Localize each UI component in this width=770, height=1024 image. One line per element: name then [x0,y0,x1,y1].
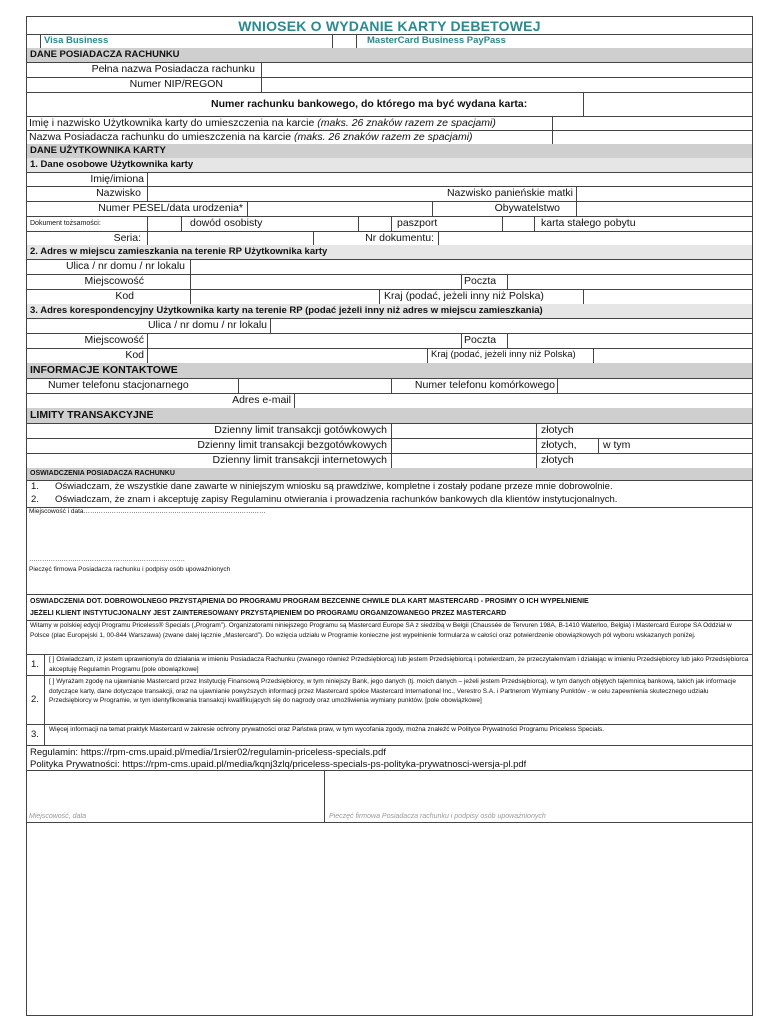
id-doc-row [27,216,752,232]
country-field[interactable] [584,289,752,304]
mobile-label: Numer telefonu komórkowego [392,378,558,393]
city-row [27,274,752,290]
statement-place-date[interactable]: Miejscowość i data………………………………………………………………………… [29,508,266,515]
cashless-limit-field[interactable] [392,438,537,453]
id-card-label: dowód osobisty [190,217,263,229]
last-name-row [27,186,752,202]
mastercard-option-label: MasterCard Business PayPass [367,35,506,46]
post-field[interactable] [508,274,752,289]
card-user-name-row [27,116,752,131]
card-user-name-field[interactable] [553,116,752,130]
residence-card-checkbox[interactable] [503,216,535,231]
full-name-label: Pełna nazwa Posiadacza rachunku [27,62,262,77]
street2-row [27,318,752,334]
contact-header [27,363,752,379]
cashless-limit-row [27,438,752,454]
landline-label: Numer telefonu stacjonarnego [27,378,239,393]
street2-field[interactable] [271,318,752,333]
section3-row [27,304,752,319]
privacy-link[interactable]: Polityka Prywatności: https://rpm-cms.upaid.pl/media/kqnj3zlq/priceless-specials-ps-polityka-prywatnosci-wersja-pl.pdf [30,759,527,770]
nip-label: Numer NIP/REGON [27,77,262,92]
full-name-field[interactable] [262,62,752,77]
internet-limit-label: Dzienny limit transakcji internetowych [27,453,392,468]
code2-row [27,348,752,364]
priceless-point2-number: 2. [27,675,45,724]
doc-number-label: Nr dokumentu: [314,231,439,245]
country-label: Kraj (podać, jeżeli inny niż Polska) [380,289,584,304]
priceless-header1: OŚWIADCZENIA DOT. DOBROWOLNEGO PRZYSTĄPIENIA DO PROGRAMU PROGRAM BEZCENNE CHWILE DLA KART MASTERCARD - PROSIMY O ICH WYPEŁNIENIE [30,598,589,605]
account-number-label: Numer rachunku bankowego, do którego ma być wydana karta: [211,98,528,110]
internet-limit-unit: złotych [541,454,574,466]
city2-field[interactable] [148,333,462,348]
pesel-field[interactable] [248,201,433,216]
mobile-field[interactable] [558,378,752,393]
statement1-text: Oświadczam, że wszystkie dane zawarte w niniejszym wniosku są prawdziwe, kompletne i zostały podane przeze mnie dobrowolnie. [55,481,613,492]
series-field[interactable] [148,231,314,245]
full-name-row [27,62,752,78]
priceless-point1-number: 1. [27,654,45,675]
pesel-label: Numer PESEL/data urodzenia* [27,201,248,216]
title-row [27,17,752,35]
id-doc-label: Dokument tożsamości: [27,216,148,231]
priceless-point2-row [27,675,752,725]
statement-signature-area [27,507,752,579]
card-holder-name-row [27,130,752,145]
city2-label: Miejscowość [27,333,148,348]
statement1-row [27,480,752,493]
code2-field[interactable] [148,348,428,363]
maiden-name-label: Nazwisko panieńskie matki [407,186,577,201]
street-row [27,259,752,275]
priceless-header2-row [27,606,752,621]
maiden-name-field[interactable] [577,186,752,201]
email-label: Adres e-mail [27,393,295,408]
priceless-intro: Witamy w polskiej edycji Programu Priceless® Specials („Program”). Organizatorami niniejszego Programu są Mastercard Europe SA z siedzibą w Belgii (Chaussée de Tervuren 198A, B-1410 Waterloo, Belgia) i Mastercard Europe SA Oddział w Polsce (plac Europejski 1, 00-844 Warszawa) (zwane dalej łącznie „Mastercard”). Do wzięcia udziału w Programie konieczne jest wypełnienie formularza w całości oraz potwierdzenie obowiązkowych pól wyboru wskazanych poniżej. [30,622,732,639]
statement-sign-caption: Pieczęć firmowa Posiadacza rachunku i podpisy osób upoważnionych [29,566,231,573]
pesel-row [27,201,752,217]
code-label: Kod [27,289,191,304]
limits-header [27,408,752,424]
card-user-name-label [27,116,553,130]
priceless-signature-area [27,770,752,823]
country2-field[interactable] [594,348,752,363]
code2-label: Kod [27,348,148,363]
card-holder-name-label [27,130,553,144]
last-name-label: Nazwisko [27,186,148,201]
street2-label: Ulica / nr domu / nr lokalu [27,318,271,333]
code-field[interactable] [191,289,380,304]
country2-label: Kraj (podać, jeżeli inny niż Polska) [428,348,594,363]
priceless-point1-text[interactable]: [ ] Oświadczam, iż jestem uprawniony/a do działania w imieniu Posiadacza Rachunku (zwanego również Przedsiębiorcą) lub jestem Przedsiębiorcą i potwierdzam, że przeczytałem/am i działając w imieniu Przedsiębiorcy lub jako Przedsiębiorca akceptuję Regulamin Programu [pole obowiązkowe] [49,656,749,673]
post2-field[interactable] [508,333,752,348]
priceless-point3-text: Więcej informacji na temat praktyk Mastercard w zakresie ochrony prywatności oraz Państwa praw, w tym wycofania zgody, można znaleźć w Polityce Prywatności Programu Priceless Specials. [49,726,605,733]
priceless-point3-row [27,724,752,746]
street-label: Ulica / nr domu / nr lokalu [27,259,191,274]
post-label: Poczta [462,274,508,289]
cashless-limit-label: Dzienny limit transakcji bezgotówkowych [27,438,392,453]
section3-heading: 3. Adres korespondencyjny Użytkownika karty na terenie RP (podać jeżeli inny niż adres w miejscu zamieszkania) [30,305,543,316]
residence-card-label: karta stałego pobytu [541,217,636,229]
citizenship-label: Obywatelstwo [433,201,577,216]
passport-label: paszport [397,216,503,231]
statements-heading: OŚWIADCZENIA POSIADACZA RACHUNKU [30,470,175,477]
nip-field[interactable] [262,77,752,92]
nip-row [27,77,752,93]
card-holder-name-field[interactable] [553,130,752,144]
section1-row [27,158,752,173]
statement1-number: 1. [31,481,39,492]
internet-limit-row [27,453,752,469]
contact-heading: INFORMACJE KONTAKTOWE [30,364,178,376]
visa-option-label: Visa Business [41,34,333,48]
card-choice-row [27,34,752,49]
priceless-place-date-caption: Miejscowość, data [29,813,87,820]
card-user-name-hint: (maks. 26 znaków razem ze spacjami) [317,117,496,129]
visa-checkbox[interactable] [27,34,41,48]
internet-limit-field[interactable] [392,453,537,468]
first-name-row [27,172,752,187]
doc-number-field[interactable] [439,231,752,245]
statement2-text: Oświadczam, że znam i akceptuję zapisy Regulaminu otwierania i prowadzenia rachunków bankowych dla klientów instytucjonalnych. [55,494,618,505]
form-title: WNIOSEK O WYDANIE KARTY DEBETOWEJ [238,18,541,34]
id-card-checkbox[interactable] [148,216,182,231]
regulations-link[interactable]: Regulamin: https://rpm-cms.upaid.pl/media/1rsier02/regulamin-priceless-specials.pdf [30,747,386,758]
in-which-label: w tym [603,439,631,451]
cash-limit-row [27,423,752,439]
citizenship-field[interactable] [577,201,752,216]
landline-field[interactable] [239,378,392,393]
city-label: Miejscowość [27,274,191,289]
passport-checkbox[interactable] [358,216,392,231]
series-row [27,231,752,246]
regulations-link-row [27,746,752,758]
priceless-header2: JEŻELI KLIENT INSTYTUCJONALNY JEST ZAINTERESOWANY PRZYSTĄPIENIEM DO PROGRAMU ORGANIZOWANEGO PRZEZ MASTERCARD [30,610,507,617]
section2-heading: 2. Adres w miejscu zamieszkania na terenie RP Użytkownika karty [30,246,328,257]
email-row [27,393,752,409]
section2-row [27,245,752,260]
code-row [27,289,752,305]
priceless-point3-number: 3. [27,724,45,745]
statement2-number: 2. [31,494,39,505]
statement-sign-dots: ……………………………………………………………… [29,556,185,563]
city-field[interactable] [191,274,462,289]
card-user-name-text: Imię i nazwisko Użytkownika karty do umieszczenia na karcie [29,117,318,129]
card-user-header [27,144,752,159]
limits-heading: LIMITY TRANSAKCYJNE [30,409,154,421]
cash-limit-label: Dzienny limit transakcji gotówkowych [27,423,392,438]
phone-row [27,378,752,394]
cashless-limit-unit: złotych, [537,438,599,453]
card-user-heading: DANE UŻYTKOWNIKA KARTY [30,145,166,156]
account-number-row [27,92,752,117]
mastercard-checkbox[interactable] [333,34,357,48]
city2-row [27,333,752,349]
email-field[interactable] [295,393,752,408]
street-field[interactable] [191,259,752,274]
cash-limit-field[interactable] [392,423,537,438]
priceless-intro-row [27,620,752,655]
priceless-stamp-caption: Pieczęć firmowa Posiadacza rachunku i podpisy osób upoważnionych [329,813,546,820]
statement2-row [27,493,752,508]
cash-limit-unit: złotych [541,424,574,436]
priceless-point1-row [27,654,752,676]
series-label: Seria: [27,231,148,245]
account-holder-heading: DANE POSIADACZA RACHUNKU [30,49,180,60]
priceless-point2-text[interactable]: [ ] Wyrażam zgodę na ujawnianie Mastercard przez Instytucję Finansową Przedsiębiorcy, w tym niniejszy Bank, jego danych (tj. moich danych – jeżeli jestem Przedsiębiorcą), w tym danych objętych tajemnicą bankową, takich jak informacje dotyczące karty, dane dotyczące transakcji, oraz na ujawnianie powyższych informacji przez Mastercard spółce Mastercard International Inc., Verestro S.A. i Partnerom Wymiany Punktów - w celu zapewnienia skutecznego udziału Przedsiębiorcy w Programie, w tym identyfikowania transakcji kwalifikujących się do nagrody oraz umożliwienia wymiany punktów. [pole obowiązkowe] [49,678,736,704]
last-name-field[interactable] [148,186,428,201]
card-holder-name-hint: (maks. 26 znaków razem ze spacjami) [293,131,473,143]
account-holder-header [27,48,752,63]
first-name-label: Imię/imiona [27,172,148,186]
section1-heading: 1. Dane osobowe Użytkownika karty [30,159,194,170]
post2-label: Poczta [462,333,508,348]
card-holder-name-text: Nazwa Posiadacza rachunku do umieszczenia na karcie [29,131,294,143]
first-name-field[interactable] [148,172,752,186]
account-number-field[interactable] [583,92,752,116]
application-form [26,16,753,1016]
